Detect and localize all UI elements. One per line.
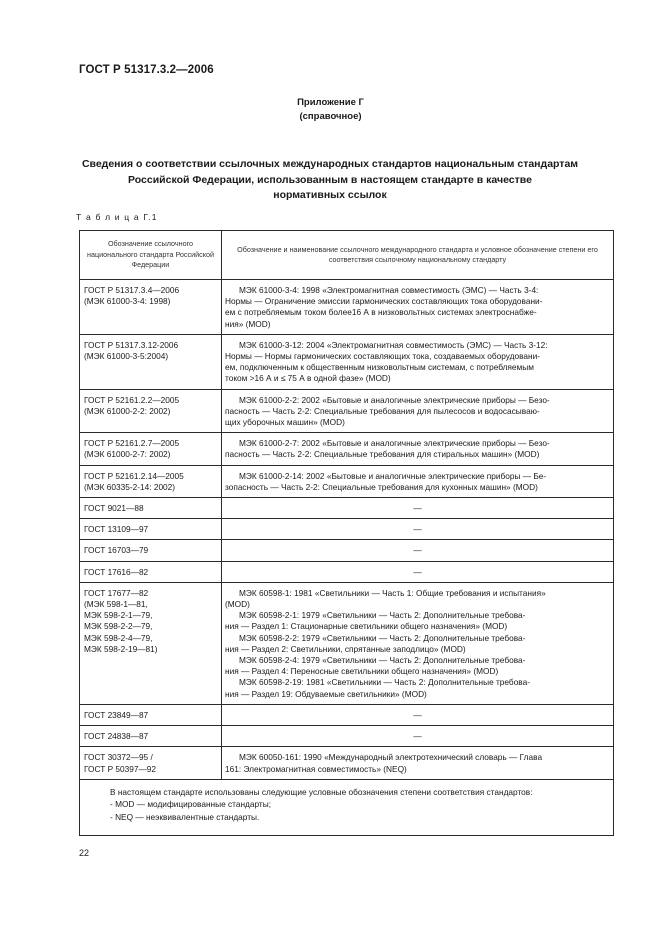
dash-mark: — [413, 731, 422, 742]
international-standard-line: током >16 А и ≤ 75 А в одной фазе» (MOD) [225, 373, 391, 384]
national-standard-cell [80, 726, 222, 747]
international-standard-line: ем с потребляемым током более16 А в низковольтных системах электроснабже- [225, 307, 537, 318]
national-standard-cell [80, 704, 222, 725]
national-standard-line: (МЭК 61000-3-4: 1998) [84, 296, 171, 307]
national-standard-cell [80, 498, 222, 519]
table-row [80, 498, 614, 519]
national-standard-cell [80, 433, 222, 465]
international-standard-line: Нормы — Нормы гармонических составляющих тока, создаваемых оборудовани- [225, 351, 541, 362]
international-standard-line: ния — Раздел 4: Переносные светильники общего назначения» (MOD) [225, 666, 499, 677]
international-standard-cell [222, 433, 614, 465]
section-title-line: нормативных ссылок [273, 189, 387, 201]
national-standard-line: ГОСТ Р 50397—92 [84, 763, 157, 774]
international-standard-line: пасность — Часть 2-2: Специальные требования для пылесосов и водосасываю- [225, 405, 540, 416]
table-label: Т а б л и ц а Г.1 [76, 212, 158, 222]
national-standard-line: ГОСТ 30372—95 / [84, 752, 153, 763]
national-standard-line: (МЭК 598-1—81, [84, 599, 148, 610]
international-standard-line: МЭК 61000-2-7: 2002 «Бытовые и аналогичные электрические приборы — Безо- [239, 438, 550, 449]
national-standard-line: ГОСТ 17677—82 [84, 587, 149, 598]
national-standard-cell [80, 561, 222, 582]
international-standard-cell [222, 582, 614, 704]
international-standard-line: МЭК 61000-2-14: 2002 «Бытовые и аналогичные электрические приборы — Бе- [239, 470, 547, 481]
section-title-line: Российской Федерации, использованным в настоящем стандарте в качестве [128, 173, 532, 186]
national-standard-line: ГОСТ 9021—88 [84, 503, 144, 514]
national-standard-cell [80, 540, 222, 561]
international-standard-line: ния — Раздел 19: Обдуваемые светильники» (MOD) [225, 688, 427, 699]
page-number: 22 [79, 848, 90, 858]
dash-mark: — [413, 524, 422, 535]
national-standard-line: ГОСТ 17616—82 [84, 566, 149, 577]
international-standard-cell [222, 334, 614, 389]
national-standard-line: (МЭК 60335-2-14: 2002) [84, 481, 176, 492]
international-standard-line: (MOD) [225, 599, 250, 610]
international-standard-cell-empty [222, 726, 614, 747]
table-note-row [80, 779, 614, 836]
national-standard-line: МЭК 598-2-4—79, [84, 632, 153, 643]
national-standard-cell [80, 747, 222, 779]
section-title-line: Сведения о соответствии ссылочных международных стандартов национальным стандартам [81, 158, 579, 170]
header-international-standard: Обозначение и наименование ссылочного международного стандарта и условное обозначение степени его соответствия ссылочному национальному стандарту [222, 231, 614, 280]
national-standard-cell [80, 280, 222, 335]
dash-mark: — [413, 709, 422, 720]
international-standard-cell [222, 280, 614, 335]
international-standard-cell-empty [222, 704, 614, 725]
international-standard-line: ем, подключенным к общественным низковольтным системам, с потребляемым [225, 362, 534, 373]
note-line: В настоящем стандарте использованы следующие условные обозначения степени соответствия стандартов: [110, 786, 533, 797]
national-standard-line: ГОСТ Р 52161.2.7—2005 [84, 438, 180, 449]
dash-mark: — [413, 545, 422, 556]
international-standard-cell-empty [222, 540, 614, 561]
international-standard-line: МЭК 61000-2-2: 2002 «Бытовые и аналогичные электрические приборы — Безо- [239, 394, 550, 405]
table-header-row [80, 231, 614, 280]
national-standard-cell [80, 389, 222, 433]
international-standard-cell [222, 465, 614, 497]
national-standard-line: (МЭК 61000-2-2: 2002) [84, 405, 171, 416]
national-standard-line: ГОСТ 16703—79 [84, 545, 149, 556]
national-standard-line: МЭК 598-2-19—81) [84, 643, 158, 654]
section-title [70, 157, 590, 204]
international-standard-line: МЭК 60598-2-4: 1979 «Светильники — Часть 2: Дополнительные требова- [239, 655, 526, 666]
national-standard-line: (МЭК 61000-3-5:2004) [84, 351, 169, 362]
national-standard-line: МЭК 598-2-1—79, [84, 610, 153, 621]
international-standard-line: МЭК 60598-1: 1981 «Светильники — Часть 1: Общие требования и испытания» [239, 587, 546, 598]
international-standard-line: МЭК 60598-2-1: 1979 «Светильники — Часть 2: Дополнительные требова- [239, 610, 526, 621]
international-standard-cell-empty [222, 561, 614, 582]
international-standard-line: МЭК 61000-3-12: 2004 «Электромагнитная совместимость (ЭМС) — Часть 3-12: [239, 339, 548, 350]
international-standard-line: МЭК 60598-2-19: 1981 «Светильники — Часть 2: Дополнительные требова- [239, 677, 530, 688]
table-row [80, 519, 614, 540]
dash-mark: — [413, 503, 422, 514]
correspondence-table [79, 230, 614, 836]
international-standard-line: МЭК 60050-161: 1990 «Международный электротехнический словарь — Глава [239, 752, 543, 763]
table-row [80, 704, 614, 725]
national-standard-line: ГОСТ Р 52161.2.14—2005 [84, 470, 184, 481]
international-standard-line: ния — Раздел 1: Стационарные светильники общего назначения» (MOD) [225, 621, 508, 632]
header-national-standard: Обозначение ссылочного национального стандарта Российской Федерации [80, 231, 222, 280]
national-standard-line: ГОСТ Р 52161.2.2—2005 [84, 394, 180, 405]
national-standard-cell [80, 519, 222, 540]
international-standard-line: Нормы — Ограничение эмиссии гармонических составляющих тока оборудовани- [225, 296, 543, 307]
national-standard-line: МЭК 598-2-2—79, [84, 621, 153, 632]
national-standard-line: ГОСТ 13109—97 [84, 524, 149, 535]
table-row [80, 389, 614, 433]
table-row [80, 280, 614, 335]
table-row [80, 561, 614, 582]
international-standard-line: МЭК 61000-3-4: 1998 «Электромагнитная совместимость (ЭМС) — Часть 3-4: [239, 285, 539, 295]
note-line: - NEQ — неэквивалентные стандарты. [110, 811, 260, 822]
document-header: ГОСТ Р 51317.3.2—2006 [79, 64, 214, 76]
international-standard-line: пасность — Часть 2-2: Специальные требования для стиральных машин» (MOD) [225, 449, 540, 460]
national-standard-cell [80, 334, 222, 389]
table-row [80, 582, 614, 704]
international-standard-cell [222, 389, 614, 433]
table-row [80, 540, 614, 561]
table-note [80, 779, 614, 836]
dash-mark: — [413, 566, 422, 577]
national-standard-line: ГОСТ 24838—87 [84, 731, 149, 742]
international-standard-line: МЭК 60598-2-2: 1979 «Светильники — Часть 2: Дополнительные требова- [239, 632, 526, 643]
annex-heading [0, 96, 661, 124]
national-standard-line: ГОСТ Р 51317.3.12-2006 [84, 339, 179, 350]
note-line: - MOD — модифицированные стандарты; [110, 799, 272, 810]
table-row [80, 747, 614, 779]
annex-title: Приложение Г [297, 97, 364, 108]
international-standard-line: 161: Электромагнитная совместимость» (NEQ) [225, 763, 407, 774]
table-row [80, 726, 614, 747]
international-standard-cell [222, 747, 614, 779]
annex-subtitle: (справочное) [299, 111, 362, 122]
national-standard-line: ГОСТ Р 51317.3.4—2006 [84, 285, 180, 295]
national-standard-cell [80, 465, 222, 497]
table-row [80, 334, 614, 389]
table-row [80, 465, 614, 497]
international-standard-line: ния — Раздел 2: Светильники, спрятанные заподлицо» (MOD) [225, 643, 466, 654]
table-row [80, 433, 614, 465]
international-standard-cell-empty [222, 498, 614, 519]
national-standard-line: (МЭК 61000-2-7: 2002) [84, 449, 171, 460]
international-standard-line: ния» (MOD) [225, 318, 271, 329]
international-standard-line: зопасность — Часть 2-2: Специальные требования для кухонных машин» (MOD) [225, 481, 538, 492]
international-standard-line: щих уборочных машин» (MOD) [225, 417, 345, 428]
national-standard-line: ГОСТ 23849—87 [84, 709, 149, 720]
international-standard-cell-empty [222, 519, 614, 540]
national-standard-cell [80, 582, 222, 704]
